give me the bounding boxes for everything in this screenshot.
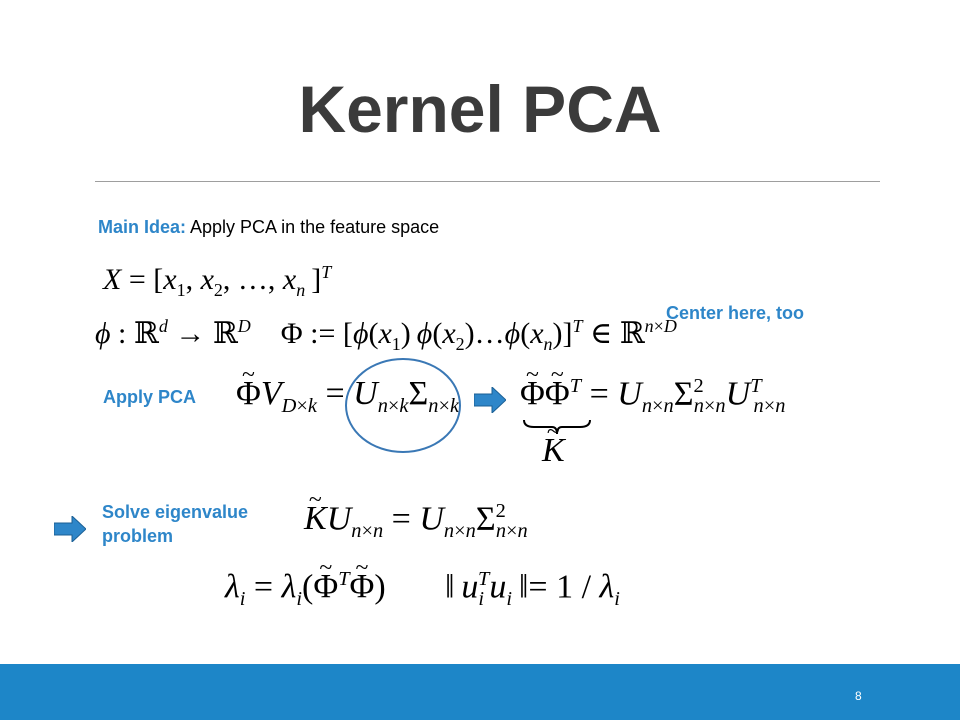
equation-norm: ‖ $u_i^Tu_i$ ‖= $1 / \lambda_i$ [445,568,620,611]
page-number: 8 [855,689,862,703]
highlight-oval [345,358,461,453]
equation-lambda: $\lambda_i$ = $\lambda_i(\sim$ $\Phi^T\sim$ Φ) [225,568,386,611]
solve-label-line2: problem [102,526,174,547]
main-idea-text: Apply PCA in the feature space [186,217,440,237]
apply-pca-label: Apply PCA [103,387,197,407]
center-note: Center here, too [666,303,805,323]
equation-svd: ~ $\Phi V_{D\times k} = U_{n\times k}\Sigma_{n\times k}$ [236,375,459,418]
solve-label-line1: Solve eigenvalue [102,502,249,522]
equation-k-tilde: ~ K [542,432,565,470]
title-divider [95,181,880,182]
equation-feature-map: ϕ : ℝ$^d$ → ℝ$^D$ Φ := [$\phi(x_1)$ $\phi(x_2)\dots\phi(x_n)]^T$ ∈ ℝ$^{n\times D}$ [95,316,677,354]
slide-title: Kernel PCA [298,72,662,146]
main-idea-line [98,215,439,239]
equation-eigen: ~ $KU_{n\times n} = U_{n\times n}\Sigma^2_{n\times n}$ [304,500,528,543]
arrow-right-icon [474,387,506,413]
equation-x-matrix: $X = [x_1$, $x_2$, …, $x_n$ ]$^T$ [103,262,332,300]
solve-eigen-label [102,500,248,549]
equation-gram: ~ Φ~ $\Phi^T = U_{n\times n}\Sigma^2_{n\times n}U^T_{n\times n}$ [520,375,785,418]
main-idea-label: Main Idea: [98,217,187,237]
footer-bar [0,664,960,720]
arrow-right-icon [54,516,86,542]
